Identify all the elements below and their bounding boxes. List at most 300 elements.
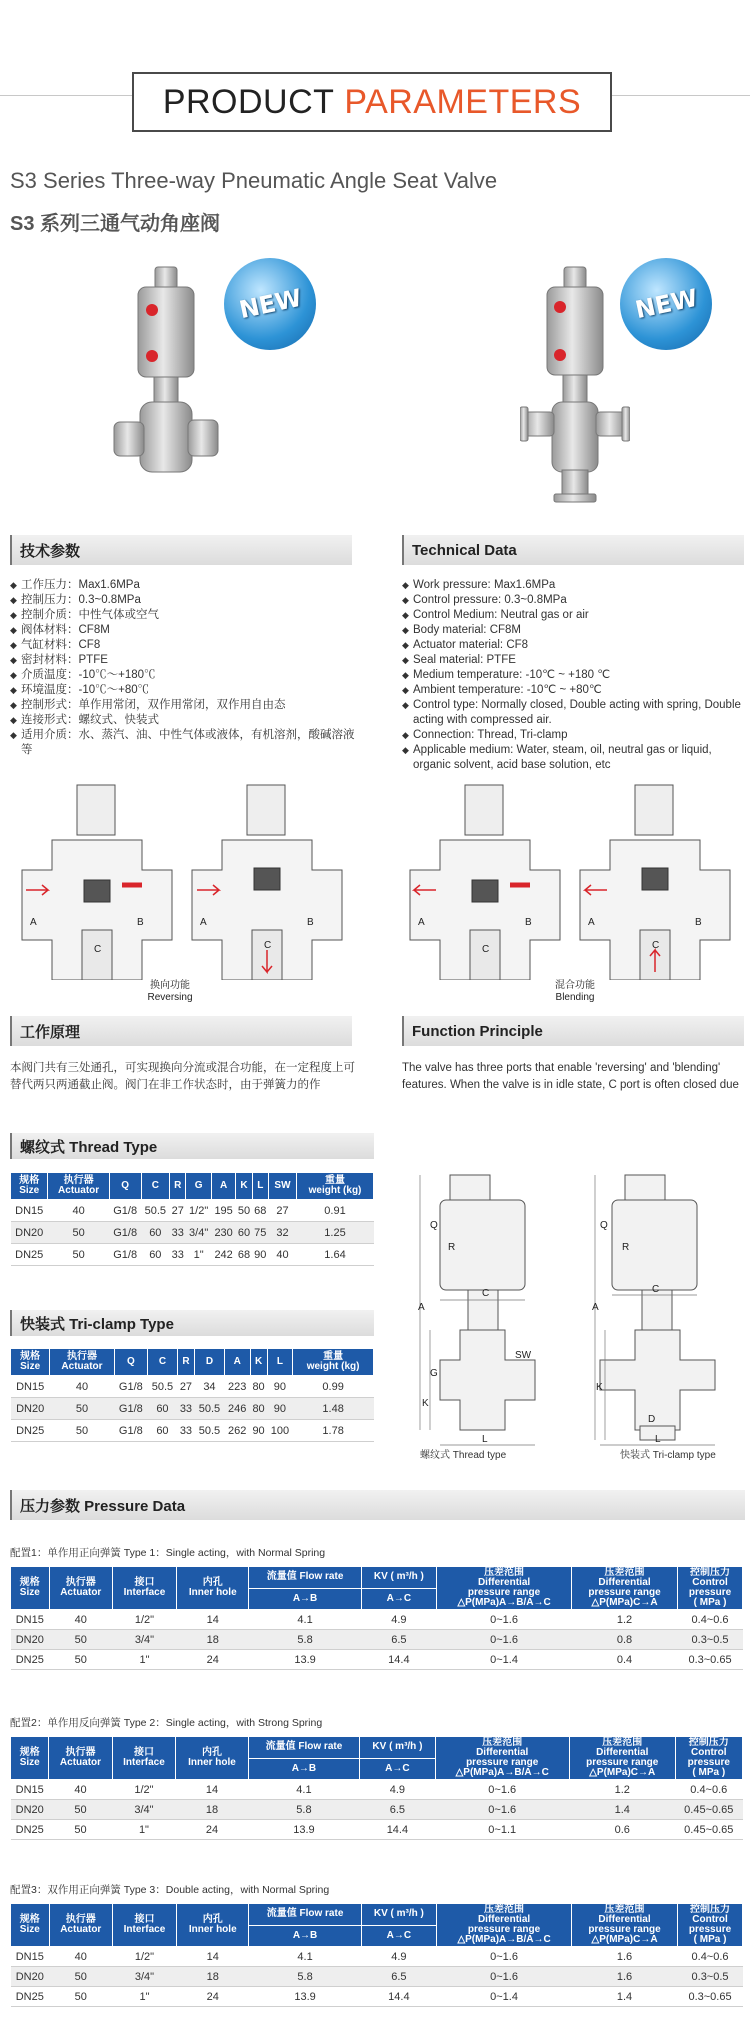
table-cell: 50 — [50, 1420, 114, 1442]
dim-label: L — [482, 1434, 488, 1445]
blending-caption-cn: 混合功能 — [555, 980, 595, 991]
table-header-cell: 压差范围 Differential pressure range △P(MPa)A→B/A→C — [437, 1904, 572, 1947]
table-cell: DN25 — [11, 1987, 50, 2007]
table-cell: 0.4~0.6 — [678, 1947, 743, 1967]
dim-label: SW — [515, 1350, 532, 1361]
table-cell: 33 — [177, 1420, 194, 1442]
table-cell: 27 — [177, 1376, 194, 1398]
table-header-cell: SW — [268, 1173, 296, 1200]
tech-cn-item: ◆ 工作压力：Max1.6MPa — [10, 578, 355, 593]
dimension-drawings — [390, 1130, 745, 1450]
table-cell: 40 — [49, 1780, 112, 1800]
table-header-cell: Q — [114, 1349, 147, 1376]
tech-data-en-list — [402, 578, 747, 773]
table-cell: G1/8 — [114, 1376, 147, 1398]
table-cell: 50 — [49, 1800, 112, 1820]
table-cell: 1.2 — [572, 1610, 678, 1630]
table-row — [11, 1967, 743, 1987]
table-cell: 3/4" — [112, 1800, 176, 1820]
tech-en-item: ◆ Actuator material: CF8 — [402, 638, 747, 653]
table-header-cell: A→C — [360, 1758, 435, 1780]
function-en-heading: Function Principle — [402, 1016, 744, 1046]
table-cell: 1.48 — [293, 1398, 374, 1420]
table-header-cell: A — [211, 1173, 235, 1200]
table-cell: 4.1 — [248, 1780, 360, 1800]
tech-en-item: ◆ Work pressure: Max1.6MPa — [402, 578, 747, 593]
table-cell: 0.6 — [569, 1820, 675, 1840]
table-cell: 27 — [268, 1200, 296, 1222]
product-title-cn: S3 系列三通气动角座阀 — [10, 213, 221, 235]
table-cell: DN20 — [11, 1398, 50, 1420]
blending-caption-en: Blending — [555, 992, 595, 1003]
tech-en-item: ◆ Body material: CF8M — [402, 623, 747, 638]
table-cell: 3/4" — [112, 1967, 176, 1987]
port-label: B — [695, 917, 702, 928]
table-header-cell: A→C — [361, 1588, 437, 1610]
table-cell: 0~1.6 — [435, 1780, 569, 1800]
table-cell: DN15 — [11, 1200, 48, 1222]
new-badge-icon-2 — [620, 258, 712, 350]
table-cell: 195 — [211, 1200, 235, 1222]
table-cell: 242 — [211, 1244, 235, 1266]
table-cell: 40 — [268, 1244, 296, 1266]
table-cell: 6.5 — [360, 1800, 435, 1820]
table-cell: 50.5 — [147, 1376, 177, 1398]
reversing-caption-en: Reversing — [147, 992, 193, 1003]
table-header-cell: 接口 Interface — [112, 1904, 176, 1947]
thread-table-heading: 螺纹式 Thread Type — [10, 1133, 374, 1159]
table-cell: 0.3~0.5 — [678, 1630, 743, 1650]
pressure-heading: 压力参数 Pressure Data — [10, 1490, 745, 1520]
table-cell: DN20 — [11, 1222, 48, 1244]
table-cell: 1" — [112, 1987, 176, 2007]
tech-data-cn-list — [10, 578, 355, 758]
table-cell: 1.64 — [297, 1244, 374, 1266]
table-cell: G1/8 — [109, 1244, 141, 1266]
dim-label: L — [655, 1434, 661, 1445]
table-cell: 1" — [112, 1820, 176, 1840]
table-cell: 60 — [141, 1244, 170, 1266]
table-cell: 100 — [267, 1420, 293, 1442]
table-cell: 0~1.6 — [437, 1630, 572, 1650]
tech-cn-item: ◆ 阀体材料：CF8M — [10, 623, 355, 638]
table-header-cell: 执行器 Actuator — [49, 1567, 112, 1610]
table-cell: 1" — [186, 1244, 212, 1266]
table-header-cell: 接口 Interface — [112, 1567, 176, 1610]
thread-valve-photo — [110, 262, 220, 502]
table-cell: DN15 — [11, 1947, 50, 1967]
config3-label: 配置3：双作用正向弹簧 Type 3：Double acting，with Normal Spring — [10, 1884, 330, 1896]
table-cell: 0~1.4 — [437, 1650, 572, 1670]
table-header-cell: 控制压力 Control pressure ( MPa ) — [678, 1904, 743, 1947]
table-cell: 0.91 — [297, 1200, 374, 1222]
triclamp-valve-photo — [520, 262, 630, 512]
table-header-cell: R — [177, 1349, 194, 1376]
table-cell: 40 — [49, 1610, 112, 1630]
table-cell: 80 — [250, 1376, 267, 1398]
table-header-cell: 规格 Size — [11, 1904, 50, 1947]
table-cell: 1.6 — [572, 1967, 678, 1987]
function-cn-text: 本阀门共有三处通孔，可实现换向分流或混合功能，在一定程度上可替代两只两通截止阀。阀门在非工作状态时，由于弹簧力的作 — [10, 1062, 355, 1091]
port-label: B — [525, 917, 532, 928]
header-banner — [132, 72, 612, 132]
table-cell: 40 — [50, 1376, 114, 1398]
table-cell: 60 — [141, 1222, 170, 1244]
table-cell: 1.25 — [297, 1222, 374, 1244]
table-cell: 90 — [267, 1376, 293, 1398]
table-cell: 40 — [49, 1947, 112, 1967]
reversing-diagrams — [12, 780, 352, 980]
table-cell: 0.45~0.65 — [675, 1820, 742, 1840]
table-header-cell: 压差范围 Differential pressure range △P(MPa)C→A — [572, 1567, 678, 1610]
table-row — [11, 1398, 374, 1420]
table-cell: DN25 — [11, 1820, 49, 1840]
tech-en-item: ◆ Control type: Normally closed, Double acting with spring, Double acting with compressed air. — [402, 698, 747, 728]
table-cell: 14 — [177, 1610, 249, 1630]
table-cell: 68 — [236, 1244, 252, 1266]
table-header-cell: 执行器 Actuator — [49, 1904, 112, 1947]
table-header-cell: 压差范围 Differential pressure range △P(MPa)C→A — [569, 1737, 675, 1780]
triclamp-table-heading: 快装式 Tri-clamp Type — [10, 1310, 374, 1336]
table-cell: 33 — [170, 1222, 186, 1244]
table-header-cell: 重量 weight (kg) — [297, 1173, 374, 1200]
table-cell: 6.5 — [361, 1630, 437, 1650]
config2-label: 配置2：单作用反向弹簧 Type 2：Single acting，with Strong Spring — [10, 1717, 323, 1729]
triclamp-drawing-caption: 快装式 Tri-clamp type — [620, 1450, 716, 1461]
table-cell: 3/4" — [112, 1630, 176, 1650]
table-cell: 13.9 — [249, 1650, 361, 1670]
pressure-table-type2 — [10, 1736, 743, 1840]
table-cell: 60 — [147, 1420, 177, 1442]
table-cell: G1/8 — [109, 1200, 141, 1222]
table-cell: 24 — [177, 1987, 249, 2007]
table-cell: G1/8 — [114, 1398, 147, 1420]
table-cell: 33 — [177, 1398, 194, 1420]
table-row — [11, 1800, 743, 1820]
table-header-cell: 规格 Size — [11, 1173, 48, 1200]
table-cell: DN15 — [11, 1780, 49, 1800]
table-cell: 50 — [50, 1398, 114, 1420]
table-cell: DN20 — [11, 1800, 49, 1820]
table-header-cell: 规格 Size — [11, 1349, 50, 1376]
table-row — [11, 1200, 374, 1222]
table-header-cell: C — [147, 1349, 177, 1376]
new-badge-text: NEW — [236, 283, 304, 325]
table-header-cell: 重量 weight (kg) — [293, 1349, 374, 1376]
table-header-cell: Q — [109, 1173, 141, 1200]
port-label: C — [652, 940, 660, 951]
tech-cn-item: ◆ 控制压力：0.3~0.8MPa — [10, 593, 355, 608]
table-cell: 1.6 — [572, 1947, 678, 1967]
table-cell: 4.1 — [249, 1610, 361, 1630]
tech-en-item: ◆ Control Medium: Neutral gas or air — [402, 608, 747, 623]
table-header-cell: 执行器 Actuator — [49, 1737, 112, 1780]
table-cell: 0~1.6 — [437, 1947, 572, 1967]
function-en-text: The valve has three ports that enable 'reversing' and 'blending' features. When the valve is in idle state, C port is often closed due — [402, 1062, 739, 1091]
tech-en-item: ◆ Control pressure: 0.3~0.8MPa — [402, 593, 747, 608]
table-cell: 33 — [170, 1244, 186, 1266]
tech-cn-item: ◆ 适用介质：水、蒸汽、油、中性气体或液体，有机溶剂，酸碱溶液等 — [10, 728, 355, 758]
table-cell: 50.5 — [194, 1420, 224, 1442]
table-row — [11, 1780, 743, 1800]
table-cell: 50.5 — [194, 1398, 224, 1420]
tech-cn-item: ◆ 密封材料：PTFE — [10, 653, 355, 668]
dim-label: K — [422, 1398, 429, 1409]
table-header-cell: 压差范围 Differential pressure range △P(MPa)A→B/A→C — [437, 1567, 572, 1610]
table-cell: 18 — [177, 1967, 249, 1987]
table-cell: DN15 — [11, 1376, 50, 1398]
tech-cn-item: ◆ 控制介质：中性气体或空气 — [10, 608, 355, 623]
tech-en-item: ◆ Applicable medium: Water, steam, oil, neutral gas or liquid, organic solvent, acid base solution, etc — [402, 743, 747, 773]
table-cell: 50.5 — [141, 1200, 170, 1222]
table-row — [11, 1376, 374, 1398]
table-cell: 14 — [177, 1947, 249, 1967]
table-cell: 50 — [49, 1630, 112, 1650]
table-cell: 50 — [48, 1222, 109, 1244]
table-row — [11, 1610, 743, 1630]
table-cell: DN20 — [11, 1967, 50, 1987]
port-label: B — [307, 917, 314, 928]
tech-en-item: ◆ Seal material: PTFE — [402, 653, 747, 668]
table-header-cell: 流量值 Flow rate — [249, 1567, 361, 1589]
table-header-cell: C — [141, 1173, 170, 1200]
table-cell: 1" — [112, 1650, 176, 1670]
table-cell: 5.8 — [249, 1630, 361, 1650]
table-cell: 0.3~0.65 — [678, 1987, 743, 2007]
dim-label: Q — [430, 1220, 438, 1231]
tech-cn-item: ◆ 环境温度：-10℃～+80℃ — [10, 683, 355, 698]
header-line-right — [612, 95, 750, 96]
table-cell: 0.3~0.5 — [678, 1967, 743, 1987]
table-cell: 1/2" — [112, 1610, 176, 1630]
dim-label: Q — [600, 1220, 608, 1231]
table-cell: G1/8 — [109, 1222, 141, 1244]
table-header-cell: G — [186, 1173, 212, 1200]
config1-label: 配置1：单作用正向弹簧 Type 1：Single acting，with Normal Spring — [10, 1547, 326, 1559]
table-header-cell: 内孔 Inner hole — [176, 1737, 248, 1780]
header-word-product: PRODUCT — [162, 82, 335, 121]
table-header-cell: 压差范围 Differential pressure range △P(MPa)A→B/A→C — [435, 1737, 569, 1780]
table-cell: 1/2" — [186, 1200, 212, 1222]
tech-data-cn-heading: 技术参数 — [10, 535, 352, 565]
function-cn-heading: 工作原理 — [10, 1016, 352, 1046]
table-header-cell: 规格 Size — [11, 1567, 50, 1610]
tech-en-item: ◆ Medium temperature: -10℃ ~ +180 ℃ — [402, 668, 747, 683]
table-cell: 0.4~0.6 — [675, 1780, 742, 1800]
table-cell: 0~1.6 — [437, 1967, 572, 1987]
table-row — [11, 1650, 743, 1670]
table-cell: 0~1.6 — [437, 1610, 572, 1630]
table-cell: 27 — [170, 1200, 186, 1222]
table-row — [11, 1630, 743, 1650]
tech-cn-item: ◆ 气缸材料：CF8 — [10, 638, 355, 653]
tech-cn-item: ◆ 介质温度：-10℃～+180℃ — [10, 668, 355, 683]
table-row — [11, 1820, 743, 1840]
pressure-table-type1 — [10, 1566, 743, 1670]
new-badge-icon — [224, 258, 316, 350]
dim-label: A — [418, 1302, 425, 1313]
table-header-cell: A→B — [249, 1925, 361, 1947]
dim-label: R — [622, 1242, 630, 1253]
dim-label: R — [448, 1242, 456, 1253]
table-cell: 34 — [194, 1376, 224, 1398]
pressure-table-type3 — [10, 1903, 743, 2007]
table-cell: 0.4~0.6 — [678, 1610, 743, 1630]
table-cell: 14 — [176, 1780, 248, 1800]
table-cell: 14.4 — [361, 1650, 437, 1670]
table-cell: 40 — [48, 1200, 109, 1222]
table-cell: 246 — [224, 1398, 250, 1420]
table-cell: 1.78 — [293, 1420, 374, 1442]
table-header-cell: A→B — [248, 1758, 360, 1780]
table-header-cell: KV ( m³/h ) — [361, 1904, 437, 1926]
table-cell: 4.9 — [361, 1610, 437, 1630]
table-cell: G1/8 — [114, 1420, 147, 1442]
table-row — [11, 1244, 374, 1266]
port-label: C — [482, 944, 490, 955]
table-cell: 50 — [236, 1200, 252, 1222]
table-header-cell: 执行器 Actuator — [50, 1349, 114, 1376]
table-cell: 0~1.6 — [435, 1800, 569, 1820]
port-label: C — [94, 944, 102, 955]
dim-label: C — [652, 1284, 660, 1295]
tech-cn-item: ◆ 控制形式：单作用常闭，双作用常闭，双作用自由态 — [10, 698, 355, 713]
table-row — [11, 1420, 374, 1442]
table-header-cell: R — [170, 1173, 186, 1200]
table-cell: 0.99 — [293, 1376, 374, 1398]
table-cell: 0.3~0.65 — [678, 1650, 743, 1670]
tech-en-item: ◆ Ambient temperature: -10℃ ~ +80℃ — [402, 683, 747, 698]
table-header-cell: 流量值 Flow rate — [249, 1904, 361, 1926]
table-cell: 4.9 — [361, 1947, 437, 1967]
table-header-cell: K — [236, 1173, 252, 1200]
table-cell: 50 — [49, 1650, 112, 1670]
port-label: A — [418, 917, 425, 928]
table-cell: 13.9 — [248, 1820, 360, 1840]
table-cell: 262 — [224, 1420, 250, 1442]
table-cell: 50 — [48, 1244, 109, 1266]
port-label: A — [30, 917, 37, 928]
table-header-cell: 流量值 Flow rate — [248, 1737, 360, 1759]
table-cell: 50 — [49, 1820, 112, 1840]
dim-label: D — [648, 1414, 656, 1425]
table-cell: 14.4 — [360, 1820, 435, 1840]
table-cell: 14.4 — [361, 1987, 437, 2007]
table-cell: 4.1 — [249, 1947, 361, 1967]
table-row — [11, 1947, 743, 1967]
table-cell: 0~1.4 — [437, 1987, 572, 2007]
table-header-cell: 控制压力 Control pressure ( MPa ) — [675, 1737, 742, 1780]
table-header-cell: 压差范围 Differential pressure range △P(MPa)C→A — [572, 1904, 678, 1947]
table-cell: 0.8 — [572, 1630, 678, 1650]
table-header-cell: L — [252, 1173, 268, 1200]
table-cell: 6.5 — [361, 1967, 437, 1987]
table-cell: 230 — [211, 1222, 235, 1244]
table-cell: 68 — [252, 1200, 268, 1222]
port-label: C — [264, 940, 272, 951]
blending-caption — [525, 980, 625, 1004]
table-header-cell: A→C — [361, 1925, 437, 1947]
table-header-cell: A→B — [249, 1588, 361, 1610]
table-header-cell: 控制压力 Control pressure ( MPa ) — [678, 1567, 743, 1610]
table-cell: 0.45~0.65 — [675, 1800, 742, 1820]
header-word-parameters: PARAMETERS — [344, 82, 582, 121]
table-cell: 1.4 — [569, 1800, 675, 1820]
table-cell: 50 — [49, 1987, 112, 2007]
table-header-cell: A — [224, 1349, 250, 1376]
table-cell: 0.4 — [572, 1650, 678, 1670]
table-cell: 24 — [177, 1650, 249, 1670]
table-cell: 18 — [177, 1630, 249, 1650]
table-cell: 32 — [268, 1222, 296, 1244]
table-cell: 60 — [236, 1222, 252, 1244]
reversing-caption — [120, 980, 220, 1004]
table-cell: 24 — [176, 1820, 248, 1840]
table-cell: 60 — [147, 1398, 177, 1420]
port-label: A — [200, 917, 207, 928]
table-cell: 5.8 — [248, 1800, 360, 1820]
new-badge-text-2: NEW — [632, 283, 700, 325]
blending-diagrams — [400, 780, 740, 980]
table-cell: 4.9 — [360, 1780, 435, 1800]
table-cell: 75 — [252, 1222, 268, 1244]
header-line-left — [0, 95, 132, 96]
tech-en-item: ◆ Connection: Thread, Tri-clamp — [402, 728, 747, 743]
tech-data-en-heading: Technical Data — [402, 535, 744, 565]
table-header-cell: L — [267, 1349, 293, 1376]
port-label: A — [588, 917, 595, 928]
table-cell: 0~1.1 — [435, 1820, 569, 1840]
table-cell: DN25 — [11, 1244, 48, 1266]
table-header-cell: KV ( m³/h ) — [360, 1737, 435, 1759]
thread-type-table — [10, 1172, 374, 1266]
table-cell: 18 — [176, 1800, 248, 1820]
table-header-cell: D — [194, 1349, 224, 1376]
dim-label: A — [592, 1302, 599, 1313]
table-row — [11, 1987, 743, 2007]
table-cell: 90 — [250, 1420, 267, 1442]
port-label: B — [137, 917, 144, 928]
dim-label: K — [596, 1382, 603, 1393]
table-cell: 5.8 — [249, 1967, 361, 1987]
dim-label: G — [430, 1368, 438, 1379]
tech-cn-item: ◆ 连接形式：螺纹式、快装式 — [10, 713, 355, 728]
dim-label: C — [482, 1288, 490, 1299]
table-row — [11, 1222, 374, 1244]
table-cell: 1.2 — [569, 1780, 675, 1800]
table-cell: 223 — [224, 1376, 250, 1398]
reversing-caption-cn: 换向功能 — [150, 980, 190, 991]
table-header-cell: 规格 Size — [11, 1737, 49, 1780]
table-cell: 13.9 — [249, 1987, 361, 2007]
table-header-cell: 接口 Interface — [112, 1737, 176, 1780]
table-header-cell: 内孔 Inner hole — [177, 1567, 249, 1610]
table-cell: 90 — [252, 1244, 268, 1266]
table-cell: DN25 — [11, 1650, 50, 1670]
table-header-cell: 内孔 Inner hole — [177, 1904, 249, 1947]
table-cell: 90 — [267, 1398, 293, 1420]
table-cell: 50 — [49, 1967, 112, 1987]
table-cell: 1.4 — [572, 1987, 678, 2007]
thread-drawing-caption: 螺纹式 Thread type — [420, 1450, 507, 1461]
table-cell: DN15 — [11, 1610, 50, 1630]
table-cell: 3/4" — [186, 1222, 212, 1244]
table-cell: 1/2" — [112, 1780, 176, 1800]
table-cell: 80 — [250, 1398, 267, 1420]
table-cell: DN25 — [11, 1420, 50, 1442]
table-header-cell: K — [250, 1349, 267, 1376]
table-header-cell: KV ( m³/h ) — [361, 1567, 437, 1589]
